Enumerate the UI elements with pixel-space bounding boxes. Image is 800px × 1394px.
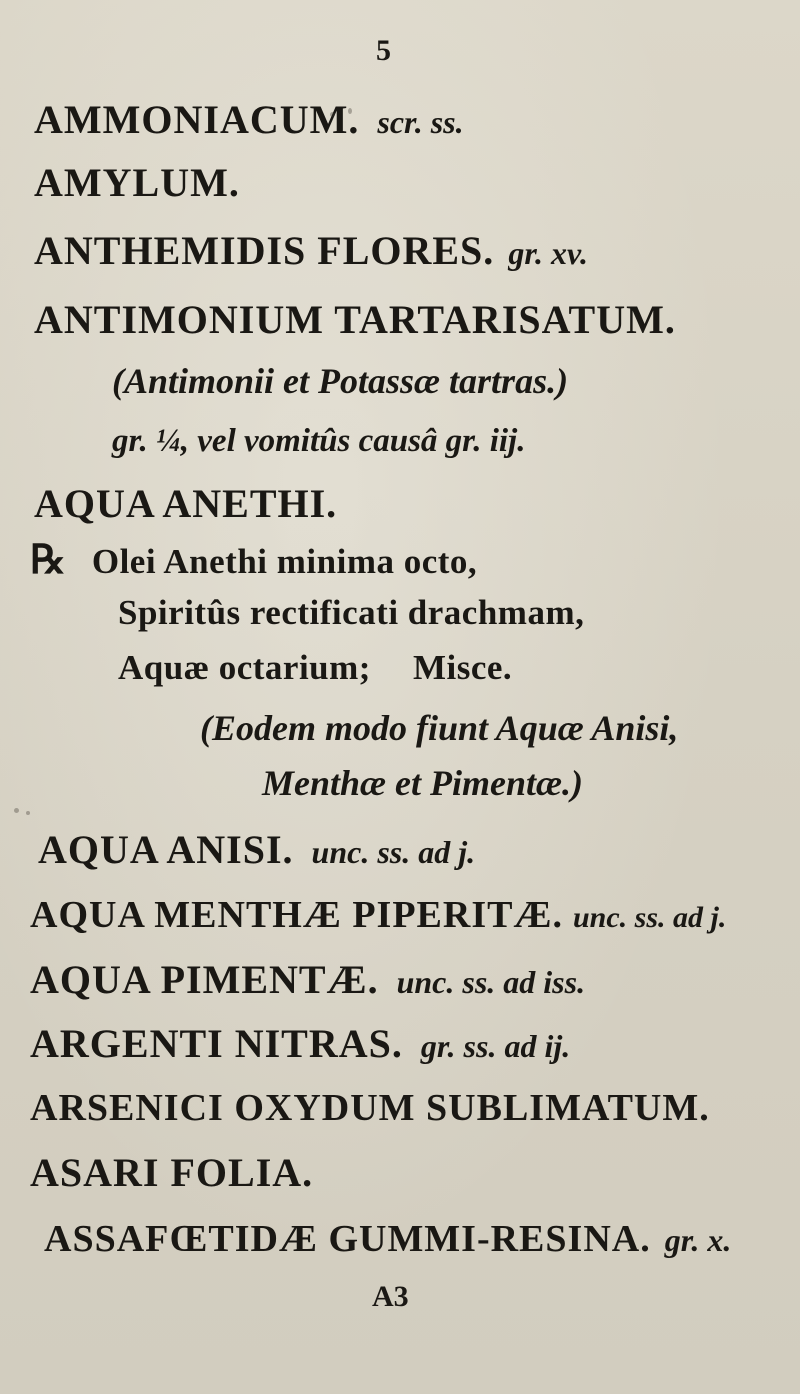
entry-dose: unc. ss. ad j.	[572, 901, 727, 934]
entry-dose-note: gr. ¼, vel vomitûs causâ gr. iij.	[112, 423, 526, 459]
entry-aqua-menthae-piperitae	[30, 896, 726, 934]
entry-dose: gr. xv.	[508, 235, 589, 271]
entry-antimonium-tartarisatum	[34, 297, 676, 342]
entry-anthemidis-flores	[34, 228, 589, 273]
ink-speck	[26, 811, 30, 815]
ink-speck	[330, 112, 335, 117]
entry-name: ANTHEMIDIS FLORES.	[34, 228, 495, 273]
entry-note: (Eodem modo fiunt Aquæ Anisi,	[200, 708, 679, 748]
recipe-text: Aquæ octarium;	[118, 648, 371, 687]
entry-aqua-pimentae	[30, 957, 586, 1002]
ink-speck	[348, 108, 352, 114]
entry-note: (Antimonii et Potassæ tartras.)	[112, 361, 569, 401]
entry-dose: unc. ss. ad iss.	[396, 964, 586, 1000]
entry-name: AMMONIACUM.	[34, 97, 360, 142]
entry-assafoetidae	[44, 1220, 731, 1258]
entry-argenti-nitras	[30, 1021, 571, 1066]
entry-name: AQUA ANETHI.	[34, 481, 338, 526]
entry-aqua-anisi	[38, 827, 476, 872]
entry-name: ARGENTI NITRAS.	[30, 1021, 403, 1066]
entry-name: ASSAFŒTIDÆ GUMMI-RESINA.	[44, 1218, 651, 1260]
entry-name: ARSENICI OXYDUM SUBLIMATUM.	[30, 1087, 710, 1129]
ink-speck	[14, 808, 19, 813]
recipe-line-3	[118, 650, 512, 685]
entry-dose: gr. ss. ad ij.	[420, 1028, 571, 1064]
entry-name: AQUA MENTHÆ PIPERITÆ.	[30, 894, 563, 936]
entry-name: AMYLUM.	[34, 160, 240, 205]
entry-name: AQUA ANISI.	[38, 827, 294, 872]
entry-dose: scr. ss.	[377, 104, 464, 140]
entry-name: ANTIMONIUM TARTARISATUM.	[34, 297, 676, 342]
recipe-line-1	[30, 537, 478, 582]
recipe-text: Misce.	[412, 648, 513, 687]
page-number: 5	[376, 34, 391, 67]
recipe-text: Olei Anethi minima octo,	[91, 542, 478, 581]
entry-ammoniacum	[34, 97, 464, 142]
signature-mark: A3	[372, 1280, 409, 1313]
entry-name: AQUA PIMENTÆ.	[30, 957, 379, 1002]
entry-name: ASARI FOLIA.	[30, 1150, 314, 1195]
entry-arsenici-oxydum	[30, 1089, 710, 1127]
entry-dose: unc. ss. ad j.	[311, 834, 476, 870]
entry-amylum	[34, 160, 240, 205]
entry-note: Menthæ et Pimentæ.)	[262, 763, 583, 803]
entry-dose: gr. x.	[664, 1222, 732, 1258]
recipe-symbol: ℞	[30, 537, 66, 582]
entry-aqua-anethi	[34, 481, 338, 526]
entry-asari-folia	[30, 1150, 314, 1195]
recipe-line-2: Spiritûs rectificati drachmam,	[118, 593, 585, 632]
